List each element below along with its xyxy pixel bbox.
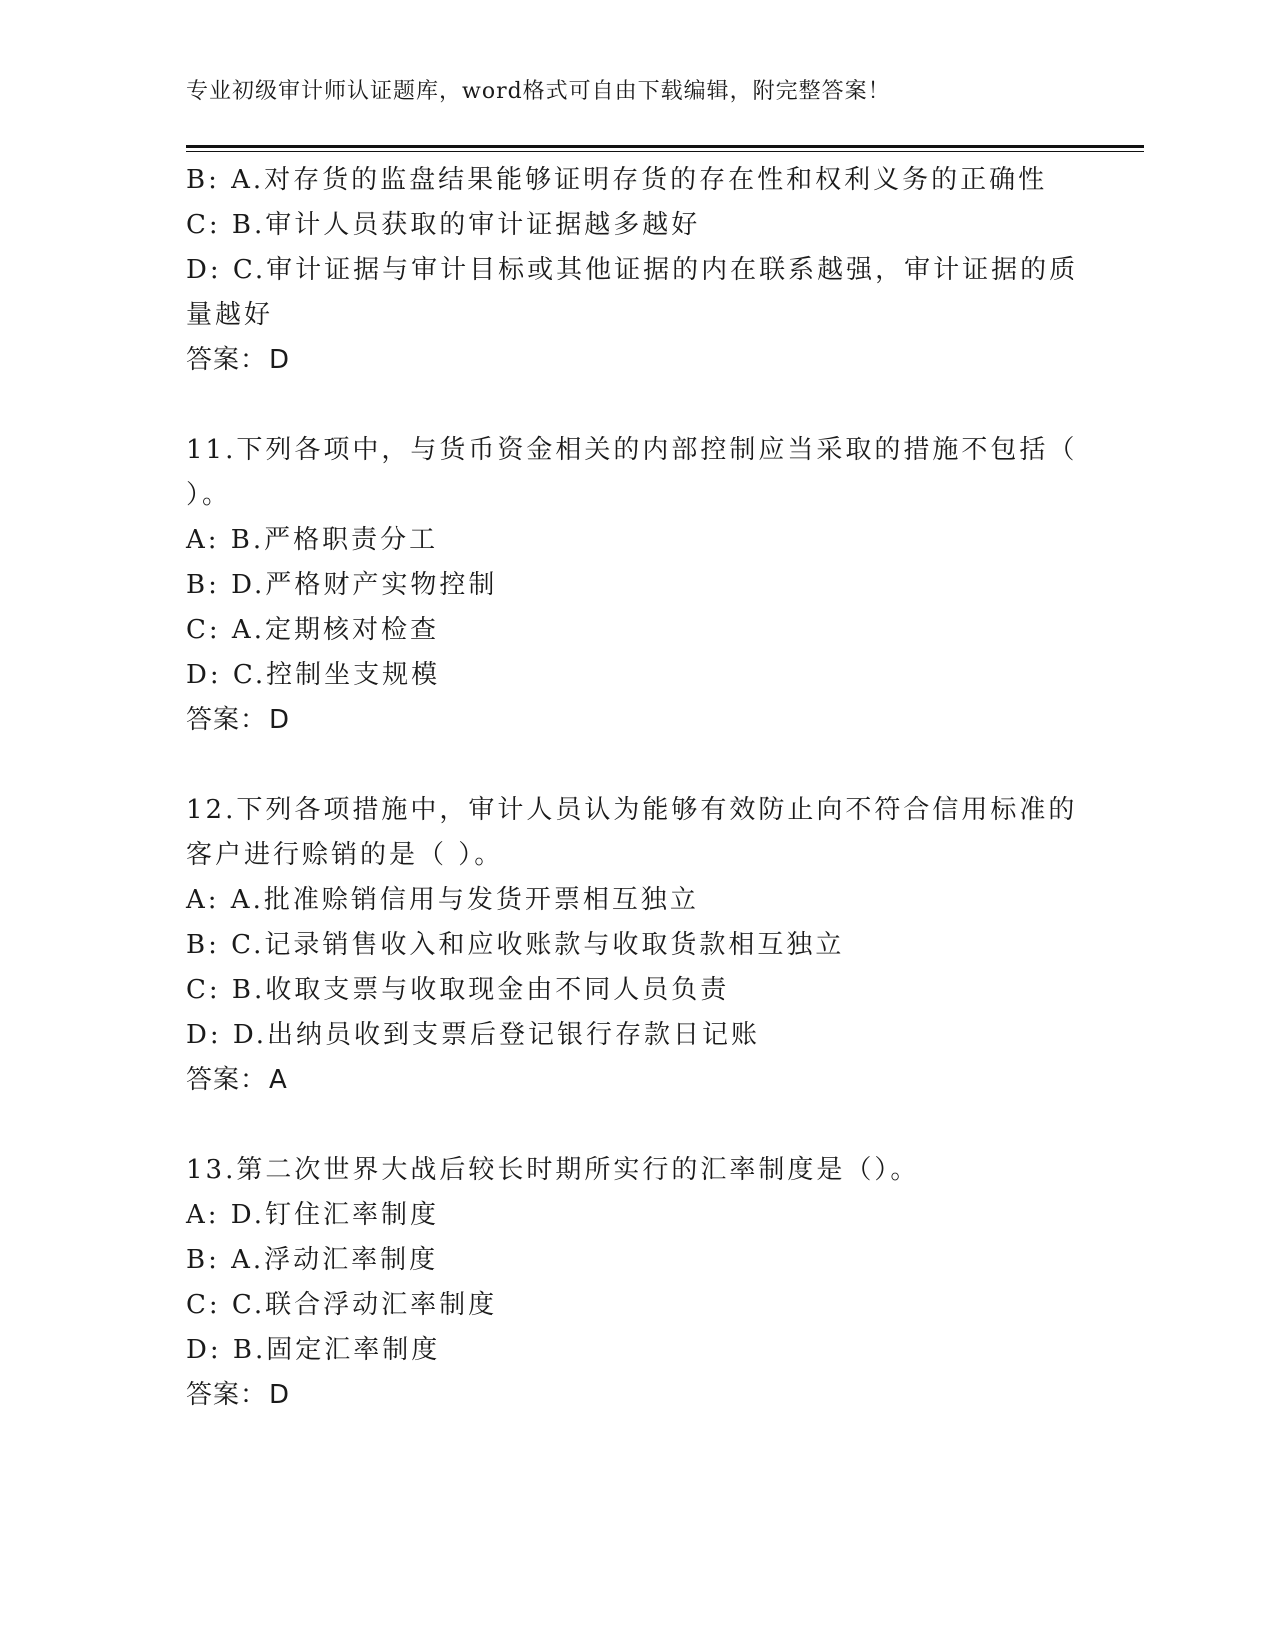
option-line: C: B.审计人员获取的审计证据越多越好	[186, 210, 701, 240]
spacer	[186, 1103, 1076, 1148]
answer-label: 答案：	[186, 1380, 268, 1410]
answer-value: A	[269, 1065, 288, 1095]
question-block-13	[186, 1148, 1076, 1418]
answer-value: D	[269, 1380, 291, 1410]
option-line: D: D.出纳员收到支票后登记银行存款日记账	[186, 1020, 761, 1050]
spacer	[186, 383, 1076, 428]
question-block-10	[186, 158, 1079, 383]
answer-line	[186, 698, 1076, 743]
question-text: 11.下列各项中，与货币资金相关的内部控制应当采取的措施不包括（	[186, 435, 1078, 465]
option-line: C: B.收取支票与收取现金由不同人员负责	[186, 975, 730, 1005]
page-header: 专业初级审计师认证题库，word格式可自由下载编辑，附完整答案！	[186, 79, 891, 104]
answer-label: 答案：	[186, 1065, 268, 1095]
spacer	[186, 743, 1076, 788]
header-divider-thick	[186, 145, 1144, 148]
question-text: 客户进行赊销的是（ ）。	[186, 840, 504, 870]
answer-label: 答案：	[186, 345, 268, 375]
option-line: A: B.严格职责分工	[186, 525, 439, 555]
option-line: D: C.控制坐支规模	[186, 660, 441, 690]
option-line: B: A.浮动汇率制度	[186, 1245, 439, 1275]
option-line: C: A.定期核对检查	[186, 615, 439, 645]
option-line: A: A.批准赊销信用与发货开票相互独立	[186, 885, 699, 915]
option-line-continued: 量越好	[186, 300, 274, 330]
option-line: B: C.记录销售收入和应收账款与收取货款相互独立	[186, 930, 845, 960]
question-block-11	[186, 428, 1076, 743]
question-text: 12.下列各项措施中，审计人员认为能够有效防止向不符合信用标准的	[186, 795, 1078, 825]
option-line: D: B.固定汇率制度	[186, 1335, 441, 1365]
answer-line	[186, 1373, 1076, 1418]
question-block-12	[186, 788, 1076, 1103]
answer-line	[186, 1058, 1076, 1103]
option-line: C: C.联合浮动汇率制度	[186, 1290, 498, 1320]
question-list	[186, 158, 1079, 1418]
answer-line	[186, 338, 1076, 383]
option-line: A: D.钉住汇率制度	[186, 1200, 439, 1230]
answer-value: D	[269, 705, 291, 735]
answer-label: 答案：	[186, 705, 268, 735]
question-text: 13.第二次世界大战后较长时期所实行的汇率制度是（）。	[186, 1155, 920, 1185]
option-line: B: A.对存货的监盘结果能够证明存货的存在性和权利义务的正确性	[186, 165, 1048, 195]
header-divider-thin	[186, 151, 1144, 152]
question-text: ）。	[186, 480, 232, 510]
option-line: B: D.严格财产实物控制	[186, 570, 498, 600]
answer-value: D	[269, 345, 291, 375]
option-line: D: C.审计证据与审计目标或其他证据的内在联系越强，审计证据的质	[186, 255, 1079, 285]
